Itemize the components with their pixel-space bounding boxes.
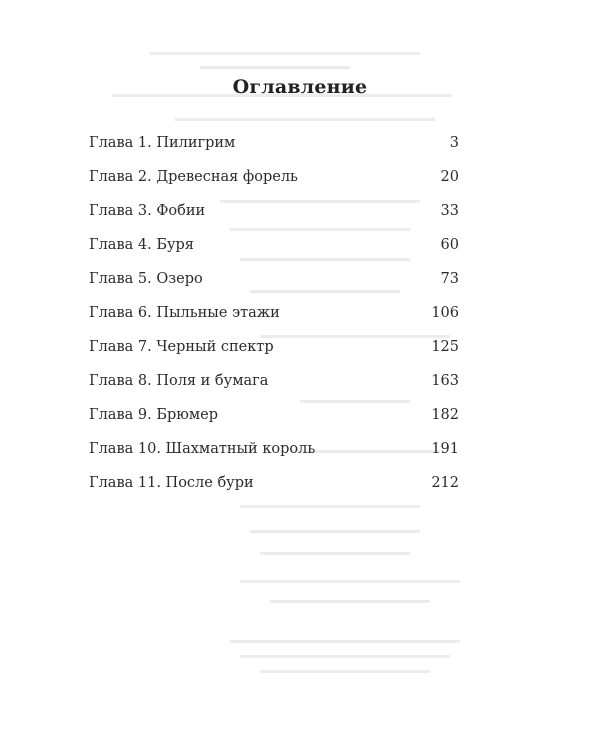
chapter-title: Глава 3. Фобии xyxy=(89,203,206,219)
chapter-page-number: 60 xyxy=(440,237,459,253)
toc-entry xyxy=(89,371,459,405)
chapter-title: Глава 11. После бури xyxy=(89,475,254,491)
chapter-title: Глава 5. Озеро xyxy=(89,271,203,287)
toc-entry xyxy=(89,439,459,473)
chapter-title: Глава 7. Черный спектр xyxy=(89,339,274,355)
chapter-page-number: 191 xyxy=(431,441,459,457)
bleed-through-line xyxy=(250,530,420,533)
chapter-page-number: 163 xyxy=(431,373,459,389)
bleed-through-line xyxy=(200,66,350,69)
toc-entry xyxy=(89,473,459,507)
chapter-page-number: 3 xyxy=(449,135,459,151)
toc-entry xyxy=(89,167,459,201)
toc-entry xyxy=(89,337,459,371)
bleed-through-line xyxy=(230,640,460,643)
bleed-through-line xyxy=(240,580,460,583)
chapter-title: Глава 10. Шахматный король xyxy=(89,441,316,457)
toc-entry xyxy=(89,235,459,269)
chapter-page-number: 106 xyxy=(431,305,459,321)
chapter-page-number: 182 xyxy=(431,407,459,423)
bleed-through-line xyxy=(150,52,420,55)
chapter-title: Глава 2. Древесная форель xyxy=(89,169,298,185)
chapter-page-number: 33 xyxy=(440,203,459,219)
table-of-contents xyxy=(89,133,459,507)
toc-entry xyxy=(89,133,459,167)
toc-entry xyxy=(89,405,459,439)
bleed-through-line xyxy=(175,118,435,121)
chapter-title: Глава 1. Пилигрим xyxy=(89,135,236,151)
chapter-title: Глава 8. Поля и бумага xyxy=(89,373,269,389)
chapter-page-number: 212 xyxy=(431,475,459,491)
chapter-page-number: 125 xyxy=(431,339,459,355)
bleed-through-line xyxy=(240,655,450,658)
chapter-page-number: 73 xyxy=(440,271,459,287)
chapter-title: Глава 6. Пыльные этажи xyxy=(89,305,280,321)
chapter-page-number: 20 xyxy=(440,169,459,185)
chapter-title: Глава 9. Брюмер xyxy=(89,407,219,423)
toc-entry xyxy=(89,201,459,235)
toc-entry xyxy=(89,269,459,303)
chapter-title: Глава 4. Буря xyxy=(89,237,194,253)
page-title: Оглавление xyxy=(232,76,368,98)
bleed-through-line xyxy=(260,552,410,555)
bleed-through-line xyxy=(270,600,430,603)
toc-entry xyxy=(89,303,459,337)
bleed-through-line xyxy=(260,670,430,673)
